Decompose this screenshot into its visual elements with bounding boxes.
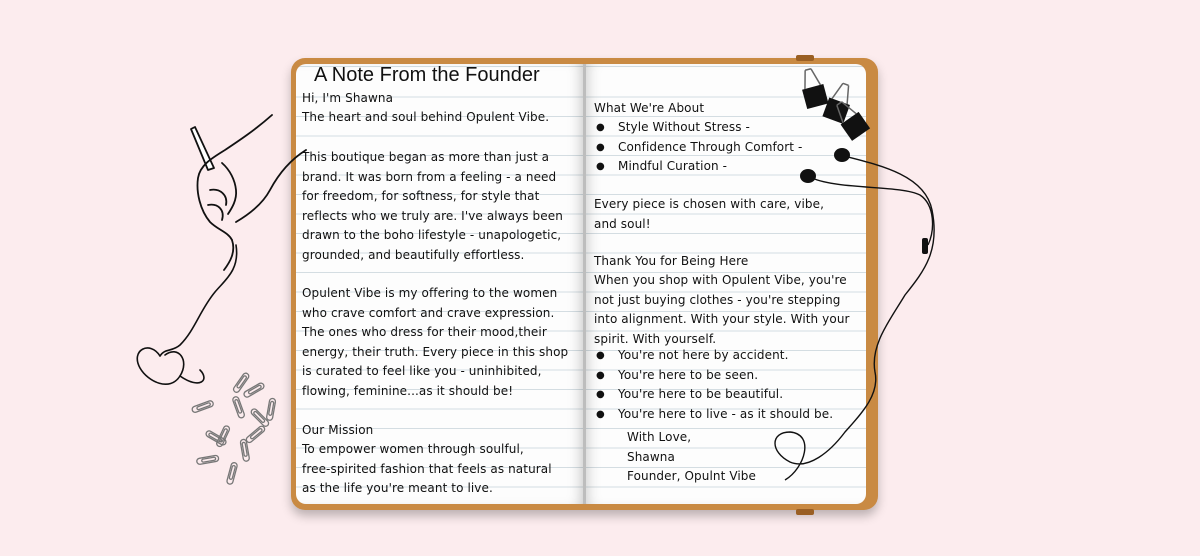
mission-heading: Our Mission (302, 423, 374, 437)
paragraph-line: reflects who we truly are. I've always been (302, 208, 563, 223)
paragraph-line: flowing, feminine...as it should be! (302, 383, 514, 398)
mission-line: To empower women through soulful, (302, 442, 524, 456)
paragraph-line: This boutique began as more than just a (302, 150, 550, 164)
paragraph-line: Opulent Vibe is my offering to the women (302, 286, 558, 300)
paperclip-icon (191, 372, 276, 485)
care-line: and soul! (594, 216, 651, 231)
thanks-heading: Thank You for Being Here (594, 254, 749, 268)
signoff-line: Shawna (627, 449, 675, 464)
paragraph-line: drawn to the boho lifestyle - unapologetic, (302, 228, 562, 242)
signoff (627, 428, 756, 487)
thanks-line: into alignment. With your style. With your (594, 312, 850, 326)
elastic-band-top (796, 55, 814, 61)
paragraph-line: grounded, and beautifully effortless. (302, 247, 525, 262)
thanks-line: not just buying clothes - you're stepping (594, 292, 841, 307)
paragraph-line: who crave comfort and crave expression. (302, 305, 555, 320)
thanks-text (594, 271, 850, 349)
notebook-spine (583, 64, 586, 504)
affirmation-item: ● You're here to be seen. (594, 366, 833, 386)
about-heading: What We're About (594, 101, 705, 115)
about-list (594, 118, 802, 177)
care-line: Every piece is chosen with care, vibe, (594, 197, 825, 211)
about-item: ● Mindful Curation - (594, 157, 802, 177)
about-item: ● Confidence Through Comfort - (594, 138, 802, 158)
about-item: ● Style Without Stress - (594, 118, 802, 138)
affirmation-item: ● You're here to be beautiful. (594, 385, 833, 405)
paragraph-line: is curated to feel like you - uninhibited, (302, 364, 542, 378)
paragraph-line: brand. It was born from a feeling - a need (302, 169, 557, 184)
care-text (594, 195, 824, 234)
paragraph-origin (302, 148, 563, 265)
hand-with-pencil-icon (191, 115, 306, 270)
tagline: The heart and soul behind Opulent Vibe. (302, 110, 550, 124)
paragraph-offering (302, 284, 568, 401)
affirmation-item: ● You're not here by accident. (594, 346, 833, 366)
heart-squiggle-icon (137, 245, 236, 384)
affirmation-list (594, 346, 833, 424)
mission-line: free-spirited fashion that feels as natural (302, 461, 552, 476)
greeting: Hi, I'm Shawna (302, 91, 394, 105)
paragraph-line: The ones who dress for their mood,their (302, 325, 547, 339)
thanks-line: spirit. With yourself. (594, 331, 717, 346)
page-title: A Note From the Founder (314, 64, 540, 86)
elastic-band-bottom (796, 509, 814, 515)
paragraph-line: for freedom, for softness, for style that (302, 189, 540, 203)
affirmation-item: ● You're here to live - as it should be. (594, 405, 833, 425)
thanks-line: When you shop with Opulent Vibe, you're (594, 273, 847, 287)
mission-line: as the life you're meant to live. (302, 481, 493, 495)
paragraph-line: energy, their truth. Every piece in this shop (302, 344, 569, 359)
signoff-line: Founder, Opulnt Vibe (627, 469, 756, 483)
signoff-line: With Love, (627, 430, 692, 444)
mission-text (302, 440, 552, 499)
